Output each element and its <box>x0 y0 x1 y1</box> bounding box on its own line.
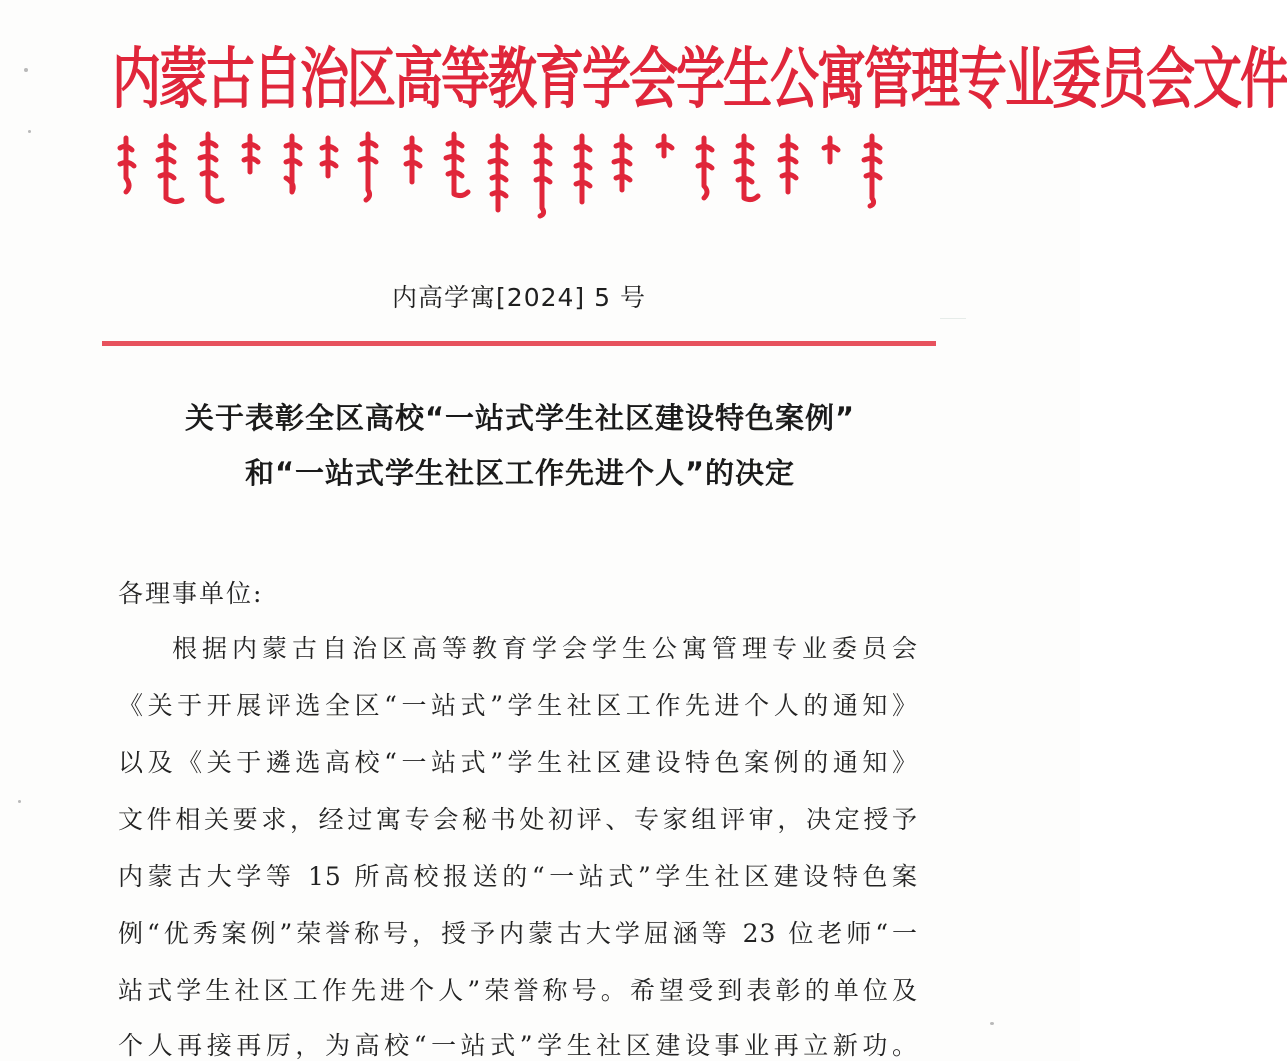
body-paragraph-line: 内蒙古大学等 15 所高校报送的“一站式”学生社区建设特色案 <box>118 862 918 891</box>
salutation: 各理事单位: <box>118 579 264 608</box>
body-paragraph-line: 以及《关于遴选高校“一站式”学生社区建设特色案例的通知》 <box>118 748 918 777</box>
red-divider-rule <box>102 341 936 346</box>
body-paragraph-line: 站式学生社区工作先进个人”荣誉称号。希望受到表彰的单位及 <box>118 976 918 1005</box>
letterhead-mongolian-script <box>112 126 902 226</box>
scan-speck <box>28 130 31 133</box>
body-paragraph-line: 个人再接再厉，为高校“一站式”学生社区建设事业再立新功。 <box>118 1031 918 1060</box>
document-title-line-2: 和“一站式学生社区工作先进个人”的决定 <box>244 456 796 490</box>
letterhead-title: 内蒙古自治区高等教育学会学生公寓管理专业委员会文件 <box>112 39 1287 118</box>
body-paragraph-line: 根据内蒙古自治区高等教育学会学生公寓管理专业委员会 <box>172 634 918 663</box>
body-paragraph-line: 文件相关要求，经过寓专会秘书处初评、专家组评审，决定授予 <box>118 805 918 834</box>
mongolian-script-graphic <box>112 126 902 226</box>
scan-speck <box>990 1022 994 1025</box>
scan-speck <box>24 68 28 72</box>
document-number: 内高学寓[2024] 5 号 <box>392 283 646 312</box>
scan-speck <box>18 800 21 803</box>
document-title-line-1: 关于表彰全区高校“一站式学生社区建设特色案例” <box>184 401 856 435</box>
scan-artifact-line <box>940 318 966 319</box>
body-paragraph-line: 例“优秀案例”荣誉称号，授予内蒙古大学屈涵等 23 位老师“一 <box>118 919 918 948</box>
body-paragraph-line: 《关于开展评选全区“一站式”学生社区工作先进个人的通知》 <box>118 691 918 720</box>
